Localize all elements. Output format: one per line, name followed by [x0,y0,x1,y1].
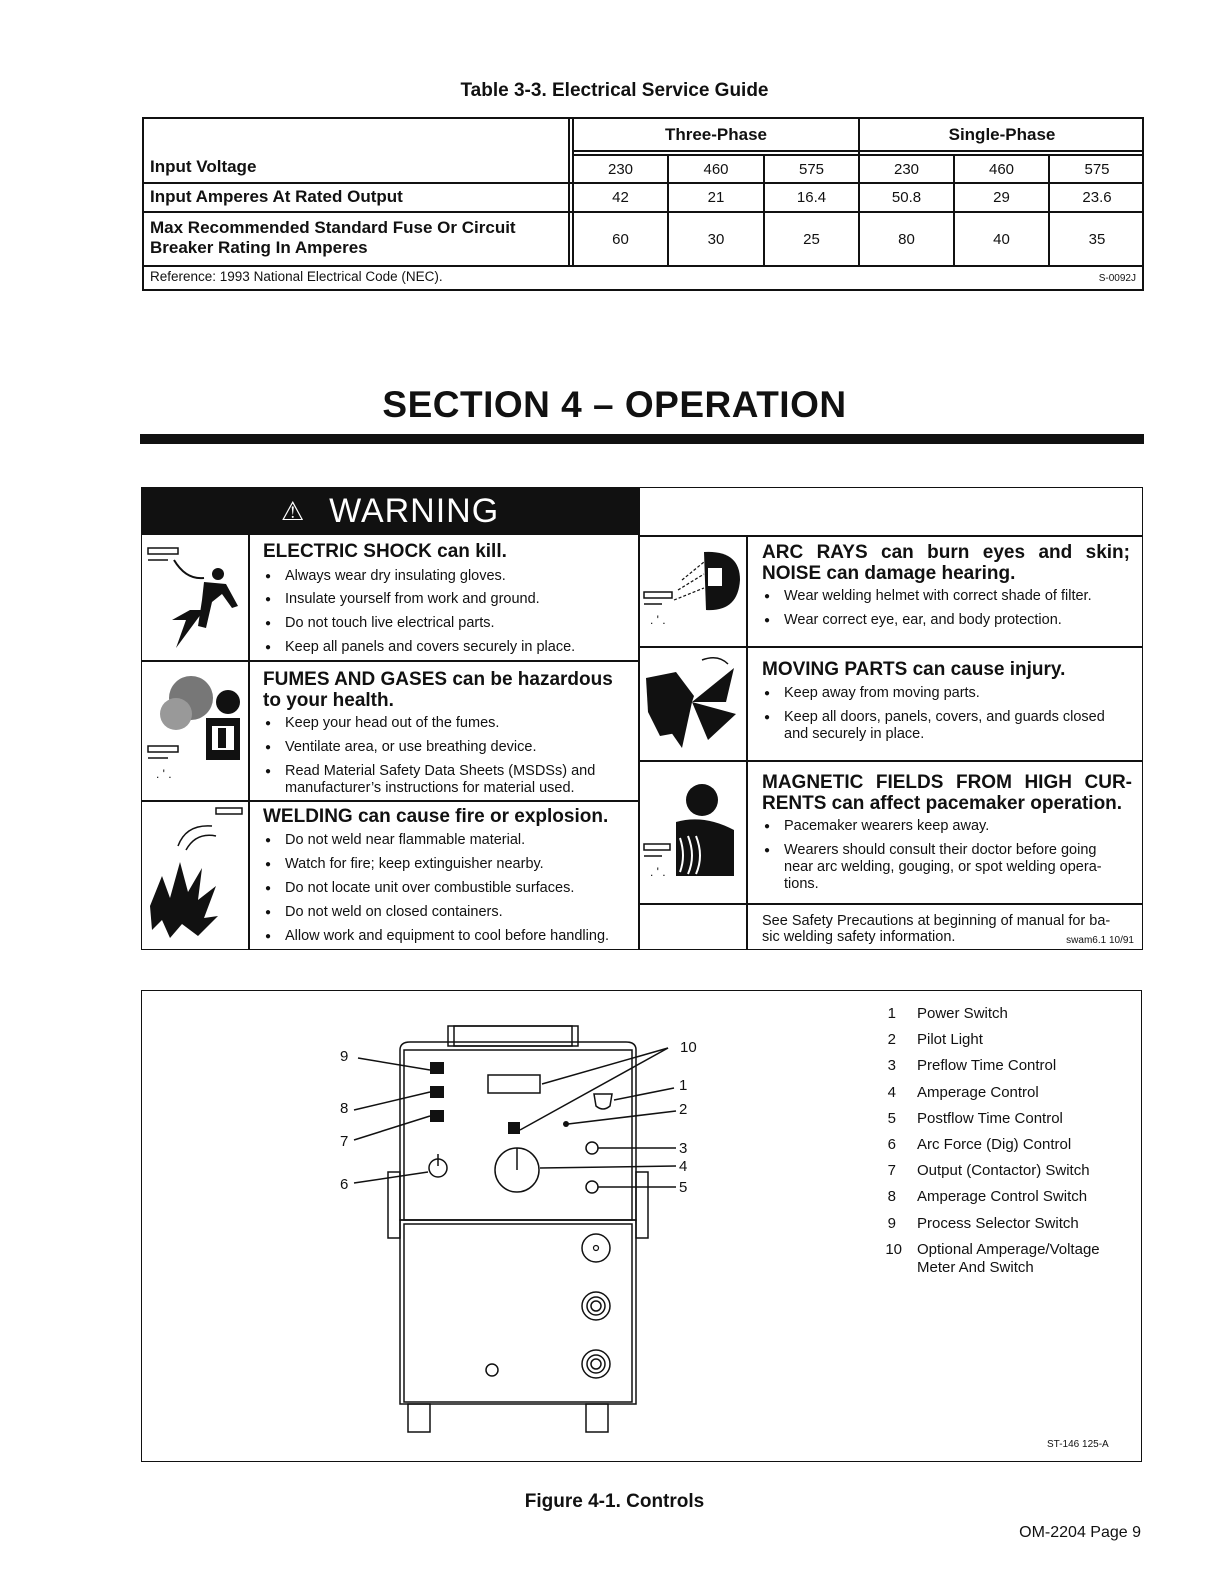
legend-text: Power Switch [917,1005,1008,1022]
fumes-bullet3-line2: manufacturer’s instructions for material used. [285,780,575,796]
moving-bullet2-line2: and securely in place. [784,726,925,742]
safety-note-line2-text: sic welding safety information. [762,929,956,945]
legend-num: 8 [887,1188,896,1205]
table-cell: 21 [707,189,725,206]
table-cell: 460 [988,160,1015,178]
magnetic-title-line1: MAGNETIC FIELDS FROM HIGH CUR- [762,772,1132,793]
list-item: ● Pacemaker wearers keep away. [762,818,989,835]
legend-num: 10 [885,1241,902,1258]
list-item: ● Keep all panels and covers securely in place. [263,639,575,656]
legend-text-line1: Optional Amperage/Voltage [917,1241,1100,1258]
row-label-input-amperes: Input Amperes At Rated Output [150,187,403,206]
safety-note-code: swam6.1 10/91 [1066,935,1134,946]
arc-title-line2: NOISE can damage hearing. [762,563,1016,584]
callout-3: 3 [679,1140,688,1157]
list-item: ● Ventilate area, or use breathing device. [263,739,537,756]
group-three-phase: Three-Phase [664,125,768,144]
callout-9: 9 [340,1048,349,1065]
callout-7: 7 [340,1133,349,1150]
electrical-service-table [142,117,1144,291]
arc-title [762,542,1130,584]
section-rule [140,434,1144,444]
table-cell: 575 [798,160,825,178]
legend-num: 2 [887,1031,896,1048]
figure-caption: Figure 4-1. Controls [524,1491,705,1512]
table-cell: 16.4 [796,189,827,206]
magnetic-bullet2-line3: tions. [784,876,819,892]
legend-text: Postflow Time Control [917,1110,1063,1127]
legend-text: Amperage Control [917,1084,1039,1101]
legend-text: Output (Contactor) Switch [917,1162,1090,1179]
page-footer: OM-2204 Page 9 [1019,1524,1141,1541]
legend-text: Preflow Time Control [917,1057,1057,1074]
fumes-title-line2: to your health. [263,690,394,711]
callout-10: 10 [680,1039,697,1056]
row-label-max-fuse-line2: Breaker Rating In Amperes [150,238,368,257]
list-item: ● Do not weld near flammable material. [263,832,525,849]
list-item: ● Wear correct eye, ear, and body protection. [762,612,1062,629]
fire-explosion-icon [146,806,244,944]
list-item [762,709,1105,743]
table-cell: 25 [803,230,820,248]
table-cell: 50.8 [891,189,922,206]
figure-code: ST-146 125-A [1047,1439,1109,1450]
magnetic-title [762,772,1132,814]
warning-banner-text: WARNING [329,492,500,530]
welder-front-panel-diagram [330,1020,710,1440]
legend-num: 9 [887,1215,896,1232]
table-code: S-0092J [1098,273,1136,284]
legend-text-line2: Meter And Switch [917,1259,1034,1276]
list-item: ● Allow work and equipment to cool before handling. [263,928,609,945]
arc-title-line1: ARC RAYS can burn eyes and skin; [762,542,1130,563]
table-title: Table 3-3. Electrical Service Guide [460,80,769,101]
magnetic-fields-icon [642,776,742,900]
row-label-max-fuse [150,218,516,258]
table-cell: 42 [612,189,629,206]
legend-num: 5 [887,1110,896,1127]
row-label-input-voltage: Input Voltage [150,157,257,176]
moving-bullet2-line1: ● Keep all doors, panels, covers, and guards closed [784,709,1105,725]
list-item: ● Do not touch live electrical parts. [263,615,495,632]
legend-text [917,1241,1100,1277]
list-item: ● Insulate yourself from work and ground. [263,591,540,608]
legend-text: Amperage Control Switch [917,1188,1088,1205]
fumes-title [263,669,613,711]
moving-parts-icon [642,652,742,756]
table-cell: 80 [898,230,915,248]
table-cell: 30 [707,230,725,248]
svg-text:. ' .: . ' . [650,865,666,879]
table-cell: 23.6 [1082,189,1112,206]
callout-2: 2 [679,1101,688,1118]
list-item: ● Always wear dry insulating gloves. [263,568,506,585]
safety-note [762,913,1134,949]
callout-4: 4 [679,1158,688,1175]
shock-title: ELECTRIC SHOCK can kill. [263,541,507,562]
safety-note-line2 [762,929,1134,945]
legend-num: 1 [887,1005,896,1022]
magnetic-bullet2-line2: near arc welding, gouging, or spot welding opera- [784,859,1102,875]
electric-shock-icon [146,540,244,656]
table-cell: 230 [893,160,920,178]
fumes-title-line1: FUMES AND GASES can be hazardous [263,669,613,690]
list-item: ● Keep your head out of the fumes. [263,715,499,732]
list-item: ● Watch for fire; keep extinguisher nearby. [263,856,544,873]
list-item: ● Do not weld on closed containers. [263,904,503,921]
table-reference: Reference: 1993 National Electrical Code (NEC). [150,269,443,284]
table-cell: 35 [1088,230,1106,248]
table-cell: 29 [993,189,1010,206]
callout-8: 8 [340,1100,349,1117]
callout-5: 5 [679,1179,688,1196]
callout-1: 1 [679,1077,688,1094]
legend-text: Arc Force (Dig) Control [917,1136,1072,1153]
table-cell: 460 [703,160,729,178]
warning-triangle-icon: ⚠ [280,496,306,526]
row-label-max-fuse-line1: Max Recommended Standard Fuse Or Circuit [150,218,516,237]
table-cell: 60 [612,230,629,248]
legend-num: 4 [887,1084,896,1101]
list-item [762,842,1102,893]
warning-banner [142,488,638,535]
table-cell: 575 [1084,160,1110,178]
fumes-bullet3-line1: ● Read Material Safety Data Sheets (MSDSs) and [285,763,596,779]
list-item [263,763,595,797]
legend-num: 7 [887,1162,896,1179]
legend-text: Pilot Light [917,1031,983,1048]
arc-rays-icon [642,540,742,640]
callout-6: 6 [340,1176,349,1193]
fire-title: WELDING can cause fire or explosion. [263,806,609,827]
legend-num: 3 [887,1057,896,1074]
fumes-gases-icon [146,668,244,792]
section-title: SECTION 4 – OPERATION [382,384,847,425]
list-item: ● Do not locate unit over combustible surfaces. [263,880,574,897]
magnetic-bullet2-line1: ● Wearers should consult their doctor before going [784,842,1097,858]
safety-note-line1: See Safety Precautions at beginning of manual for ba- [762,913,1111,929]
list-item: ● Keep away from moving parts. [762,685,980,702]
legend-text: Process Selector Switch [917,1215,1079,1232]
list-item: ● Wear welding helmet with correct shade of filter. [762,588,1092,605]
magnetic-title-line2: RENTS can affect pacemaker operation. [762,793,1123,814]
svg-text:. ' .: . ' . [650,613,666,627]
legend-num: 6 [887,1136,896,1153]
group-single-phase: Single-Phase [948,125,1056,144]
table-cell: 230 [607,160,634,178]
svg-text:. ' .: . ' . [156,767,172,781]
moving-title: MOVING PARTS can cause injury. [762,659,1066,680]
table-cell: 40 [993,230,1010,248]
